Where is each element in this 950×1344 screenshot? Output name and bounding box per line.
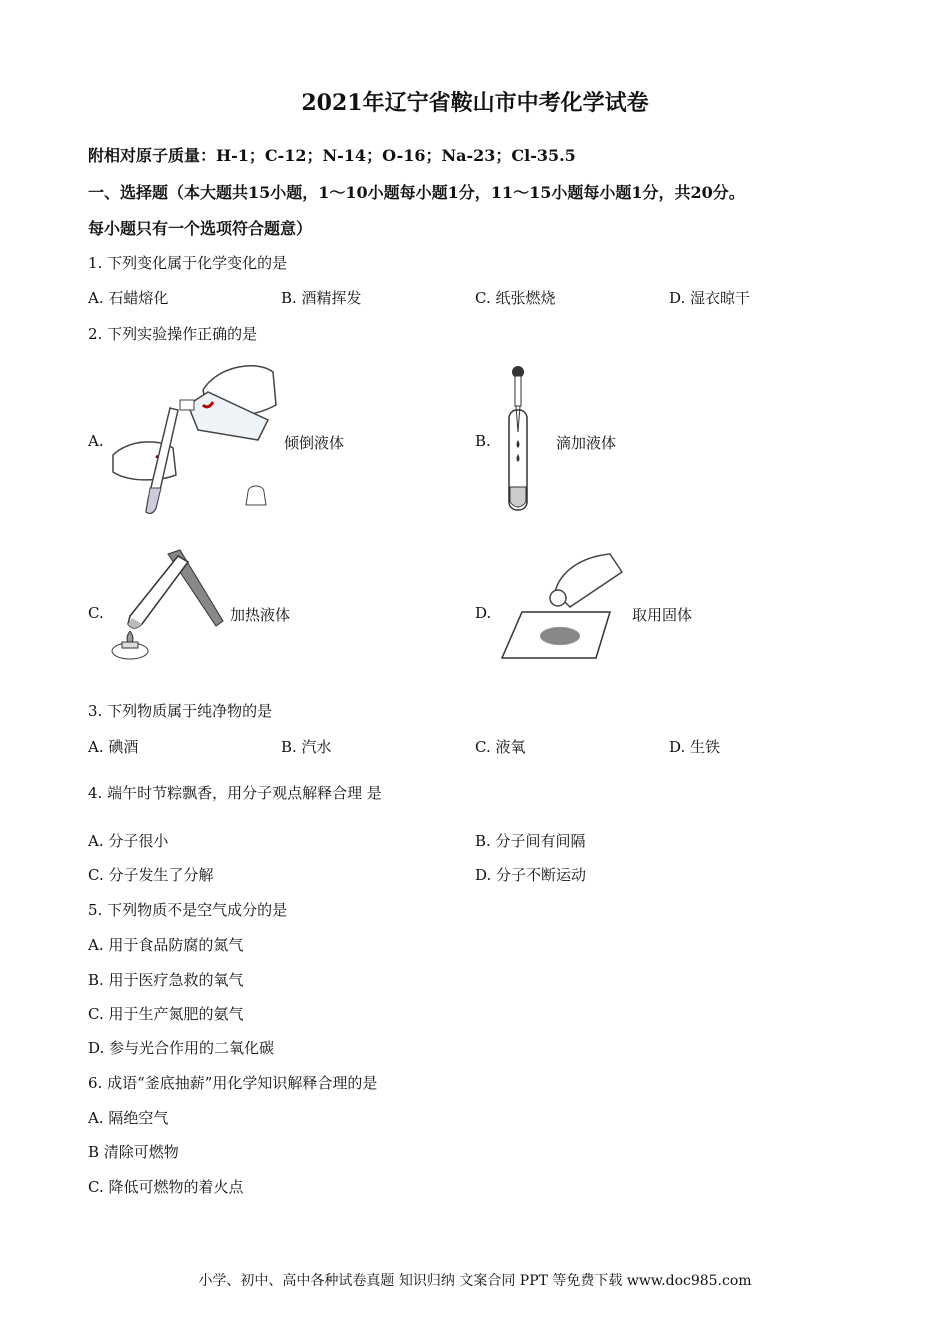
q2-option-d-caption: 取用固体: [632, 606, 693, 624]
taking-solid-figure: [500, 552, 630, 662]
atomic-masses-note: 附相对原子质量：H-1；C-12；N-14；O-16；Na-23；Cl-35.5: [88, 146, 576, 165]
q5-option-b: B. 用于医疗急救的氧气: [88, 971, 244, 989]
q6-option-b: B 清除可燃物: [88, 1143, 179, 1161]
q1-option-b: B. 酒精挥发: [281, 289, 362, 307]
q4-option-c: C. 分子发生了分解: [88, 866, 214, 884]
q2-option-d-letter: D.: [475, 604, 492, 622]
q6-option-c: C. 降低可燃物的着火点: [88, 1178, 244, 1196]
q3-option-b: B. 汽水: [281, 738, 332, 756]
q3-stem: 3. 下列物质属于纯净物的是: [88, 702, 273, 720]
page-footer: 小学、初中、高中各种试卷真题 知识归纳 文案合同 PPT 等免费下载 www.doc985.com: [198, 1273, 752, 1289]
q2-option-a-letter: A.: [88, 432, 104, 450]
q4-option-b: B. 分子间有间隔: [475, 832, 586, 850]
q2-option-b-caption: 滴加液体: [556, 434, 617, 452]
q6-stem: 6. 成语“釜底抽薪”用化学知识解释合理的是: [88, 1074, 378, 1092]
q1-stem: 1. 下列变化属于化学变化的是: [88, 254, 288, 272]
q2-option-a-caption: 倾倒液体: [284, 434, 345, 452]
q1-option-c: C. 纸张燃烧: [475, 289, 556, 307]
heating-liquid-figure: [108, 546, 228, 666]
q1-option-d: D. 湿衣晾干: [669, 289, 751, 307]
q4-option-a: A. 分子很小: [88, 832, 169, 850]
q5-option-d: D. 参与光合作用的二氧化碳: [88, 1039, 275, 1057]
section-heading-line1: 一、选择题（本大题共15小题，1～10小题每小题1分，11～15小题每小题1分，共20分。: [88, 183, 745, 202]
q6-option-a: A. 隔绝空气: [88, 1109, 169, 1127]
q2-option-c-caption: 加热液体: [230, 606, 291, 624]
q4-option-d: D. 分子不断运动: [475, 866, 587, 884]
q1-option-a: A. 石蜡熔化: [88, 289, 169, 307]
q3-option-a: A. 碘酒: [88, 738, 139, 756]
dropping-liquid-figure: [500, 362, 540, 517]
q2-stem: 2. 下列实验操作正确的是: [88, 325, 258, 343]
pouring-liquid-figure: [108, 360, 283, 520]
q5-option-a: A. 用于食品防腐的氮气: [88, 936, 244, 954]
section-heading-line2: 每小题只有一个选项符合题意）: [88, 219, 313, 238]
q5-stem: 5. 下列物质不是空气成分的是: [88, 901, 288, 919]
q2-option-b-letter: B.: [475, 432, 491, 450]
q3-option-d: D. 生铁: [669, 738, 721, 756]
q2-option-c-letter: C.: [88, 604, 104, 622]
q3-option-c: C. 液氧: [475, 738, 526, 756]
q4-stem: 4. 端午时节粽飘香，用分子观点解释合理 是: [88, 784, 382, 802]
q5-option-c: C. 用于生产氮肥的氨气: [88, 1005, 244, 1023]
page-title: 2021年辽宁省鞍山市中考化学试卷: [301, 90, 649, 116]
